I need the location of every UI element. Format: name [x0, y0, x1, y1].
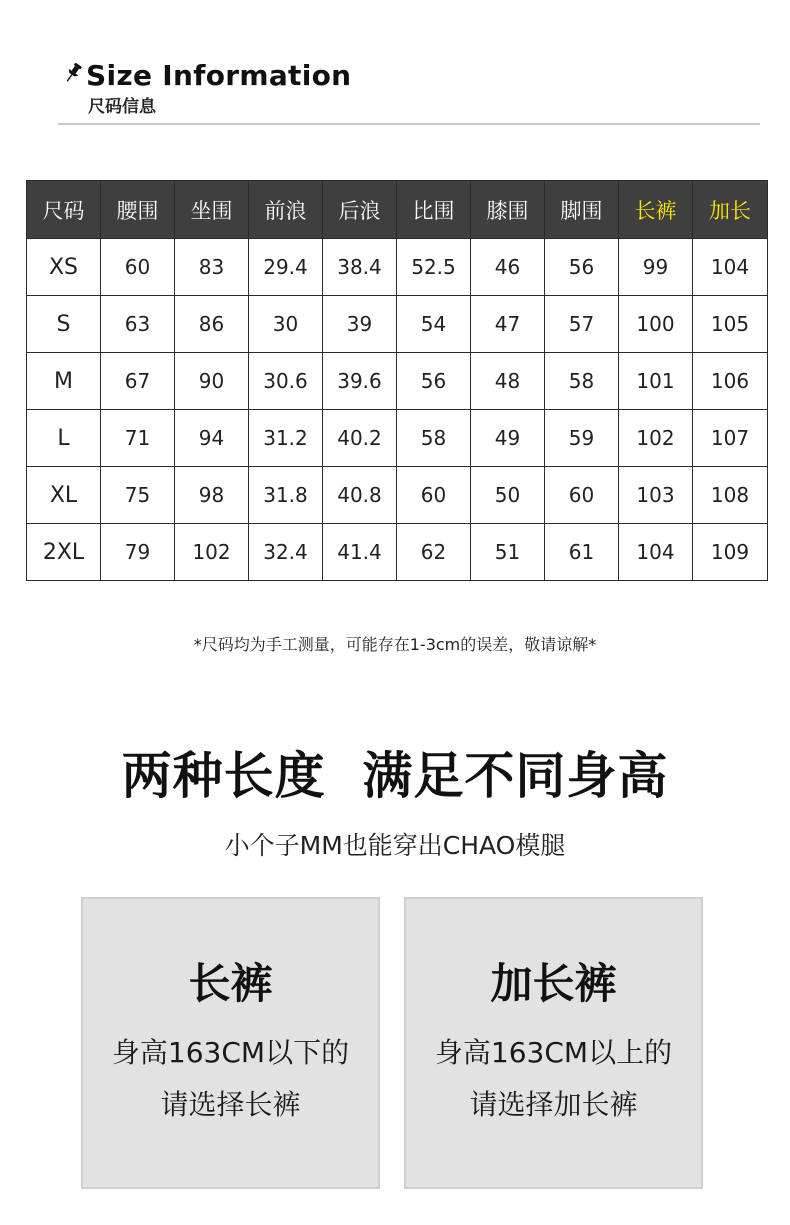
measurement-note: *尺码均为手工测量，可能存在1-3cm的误差，敬请谅解*: [193, 635, 597, 654]
size-cell: S: [27, 296, 101, 353]
table-row: [27, 410, 768, 467]
table-cell: 41.4: [323, 524, 397, 581]
column-header: 后浪: [323, 181, 397, 239]
table-cell: 58: [397, 410, 471, 467]
table-row: [27, 467, 768, 524]
pushpin-icon: [62, 62, 84, 84]
size-cell: XL: [27, 467, 101, 524]
extended-length-card: [404, 897, 703, 1189]
table-cell: 39.6: [323, 353, 397, 410]
table-cell: 59: [545, 410, 619, 467]
table-header-row: [27, 181, 768, 239]
card-choice-text: 请选择长裤: [160, 1088, 301, 1121]
card-height-text: 身高163CM以下的: [111, 1036, 350, 1069]
table-cell: 104: [693, 239, 768, 296]
table-cell: 31.8: [249, 467, 323, 524]
table-cell: 60: [545, 467, 619, 524]
column-header: 尺码: [27, 181, 101, 239]
table-cell: 79: [101, 524, 175, 581]
page-title: Size Information: [86, 59, 352, 92]
size-cell: XS: [27, 239, 101, 296]
table-cell: 101: [619, 353, 693, 410]
table-cell: 99: [619, 239, 693, 296]
table-cell: 83: [175, 239, 249, 296]
table-cell: 71: [101, 410, 175, 467]
table-cell: 56: [545, 239, 619, 296]
table-cell: 94: [175, 410, 249, 467]
table-cell: 104: [619, 524, 693, 581]
table-cell: 30: [249, 296, 323, 353]
table-cell: 98: [175, 467, 249, 524]
column-header: 脚围: [545, 181, 619, 239]
table-cell: 58: [545, 353, 619, 410]
table-cell: 105: [693, 296, 768, 353]
card-title: 加长裤: [490, 959, 617, 1008]
column-header: 腰围: [101, 181, 175, 239]
table-cell: 86: [175, 296, 249, 353]
table-cell: 40.2: [323, 410, 397, 467]
table-row: [27, 353, 768, 410]
table-cell: 49: [471, 410, 545, 467]
table-row: [27, 296, 768, 353]
column-header: 膝围: [471, 181, 545, 239]
section-title: 两种长度 满足不同身高: [121, 747, 669, 805]
table-cell: 31.2: [249, 410, 323, 467]
table-cell: 108: [693, 467, 768, 524]
table-cell: 48: [471, 353, 545, 410]
table-cell: 62: [397, 524, 471, 581]
card-choice-text: 请选择加长裤: [469, 1088, 638, 1121]
header-divider: [58, 123, 760, 125]
card-height-text: 身高163CM以上的: [434, 1036, 673, 1069]
table-cell: 60: [101, 239, 175, 296]
table-cell: 54: [397, 296, 471, 353]
table-cell: 103: [619, 467, 693, 524]
table-cell: 30.6: [249, 353, 323, 410]
section-subtitle: 小个子MM也能穿出CHAO模腿: [224, 831, 566, 860]
table-cell: 67: [101, 353, 175, 410]
table-cell: 102: [619, 410, 693, 467]
size-table: [26, 180, 768, 581]
table-cell: 90: [175, 353, 249, 410]
size-info-header: [58, 58, 760, 126]
size-cell: 2XL: [27, 524, 101, 581]
table-cell: 46: [471, 239, 545, 296]
page-subtitle: 尺码信息: [88, 97, 156, 117]
table-cell: 29.4: [249, 239, 323, 296]
table-cell: 102: [175, 524, 249, 581]
table-row: [27, 239, 768, 296]
table-cell: 106: [693, 353, 768, 410]
table-cell: 60: [397, 467, 471, 524]
table-cell: 63: [101, 296, 175, 353]
table-cell: 61: [545, 524, 619, 581]
table-cell: 52.5: [397, 239, 471, 296]
table-cell: 107: [693, 410, 768, 467]
column-header: 前浪: [249, 181, 323, 239]
table-cell: 100: [619, 296, 693, 353]
table-cell: 38.4: [323, 239, 397, 296]
table-cell: 51: [471, 524, 545, 581]
size-cell: M: [27, 353, 101, 410]
table-row: [27, 524, 768, 581]
column-header: 比围: [397, 181, 471, 239]
table-cell: 40.8: [323, 467, 397, 524]
table-cell: 109: [693, 524, 768, 581]
column-header-highlight: 长裤: [619, 181, 693, 239]
column-header-highlight: 加长: [693, 181, 768, 239]
table-cell: 75: [101, 467, 175, 524]
column-header: 坐围: [175, 181, 249, 239]
table-cell: 50: [471, 467, 545, 524]
table-cell: 32.4: [249, 524, 323, 581]
table-cell: 56: [397, 353, 471, 410]
table-cell: 47: [471, 296, 545, 353]
table-cell: 57: [545, 296, 619, 353]
size-cell: L: [27, 410, 101, 467]
card-title: 长裤: [188, 959, 273, 1008]
table-cell: 39: [323, 296, 397, 353]
regular-length-card: [81, 897, 380, 1189]
